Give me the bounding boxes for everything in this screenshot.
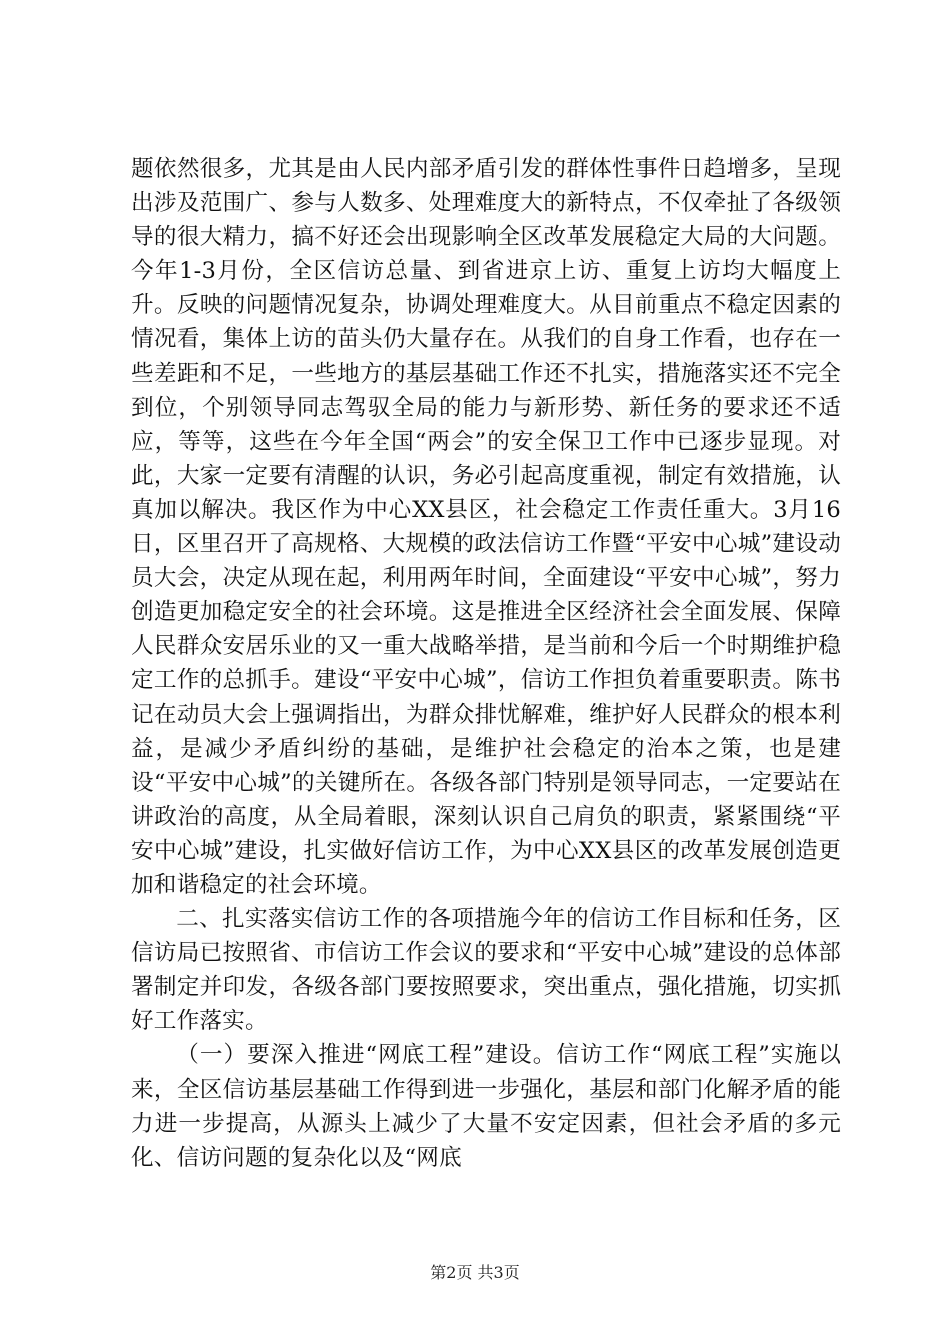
page-footer: 第2页 共3页 (430, 1263, 520, 1282)
document-body (131, 152, 841, 1175)
paragraph-section-two: 二、扎实落实信访工作的各项措施今年的信访工作目标和任务，区信访局已按照省、市信访工作会议的要求和“平安中心城”建设的总体部署制定并印发，各级各部门要按照要求，突出重点，强化措施，切实抓好工作落实。 (131, 906, 841, 1035)
paragraph-item-one: （一）要深入推进“网底工程”建设。信访工作“网底工程”实施以来，全区信访基层基础工作得到进一步强化，基层和部门化解矛盾的能力进一步提高，从源头上减少了大量不安定因素，但社会矛盾的多元化、信访问题的复杂化以及“网底 (131, 1042, 841, 1171)
paragraph-continuation: 题依然很多，尤其是由人民内部矛盾引发的群体性事件日趋增多，呈现出涉及范围广、参与人数多、处理难度大的新特点，不仅牵扯了各级领导的很大精力，搞不好还会出现影响全区改革发展稳定大局的大问题。今年1-3月份，全区信访总量、到省进京上访、重复上访均大幅度上升。反映的问题情况复杂，协调处理难度大。从目前重点不稳定因素的情况看，集体上访的苗头仍大量存在。从我们的自身工作看，也存在一些差距和不足，一些地方的基层基础工作还不扎实，措施落实还不完全到位，个别领导同志驾驭全局的能力与新形势、新任务的要求还不适应，等等，这些在今年全国“两会”的安全保卫工作中已逐步显现。对此，大家一定要有清醒的认识，务必引起高度重视，制定有效措施，认真加以解决。我区作为中心XX县区，社会稳定工作责任重大。3月16日，区里召开了高规格、大规模的政法信访工作暨“平安中心城”建设动员大会，决定从现在起，利用两年时间，全面建设“平安中心城”，努力创造更加稳定安全的社会环境。这是推进全区经济社会全面发展、保障人民群众安居乐业的又一重大战略举措，是当前和今后一个时期维护稳定工作的总抓手。建设“平安中心城”，信访工作担负着重要职责。陈书记在动员大会上强调指出，为群众排忧解难，维护好人民群众的根本利益，是减少矛盾纠纷的基础，是维护社会稳定的治本之策，也是建设“平安中心城”的关键所在。各级各部门特别是领导同志，一定要站在讲政治的高度，从全局着眼，深刻认识自己肩负的职责，紧紧围绕“平安中心城”建设，扎实做好信访工作，为中心XX县区的改革发展创造更加和谐稳定的社会环境。 (131, 156, 842, 898)
